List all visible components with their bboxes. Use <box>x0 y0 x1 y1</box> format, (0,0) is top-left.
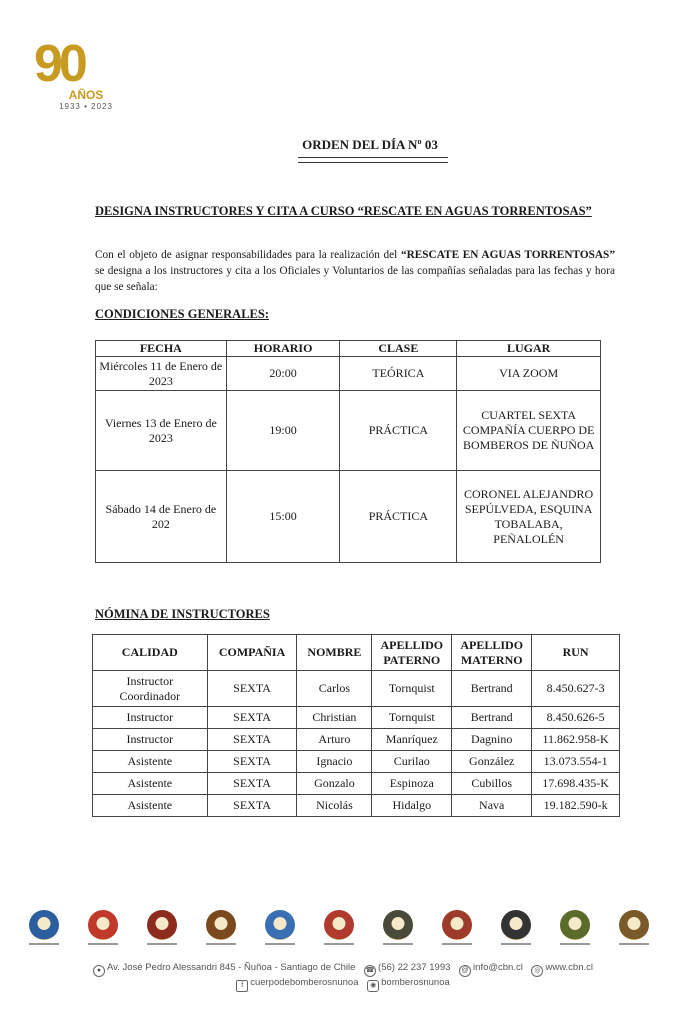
table-row <box>96 357 601 391</box>
order-title: ORDEN DEL DÍA Nº 03 <box>302 137 438 152</box>
contact-line-2 <box>0 977 680 992</box>
anniversary-logo <box>30 22 145 114</box>
cell-horario: 19:00 <box>226 391 340 471</box>
emblem-shape <box>560 910 590 940</box>
company-emblem-icon <box>555 910 595 954</box>
cell-fecha: Sábado 14 de Enero de 202 <box>96 471 227 563</box>
title-double-rule <box>298 157 448 163</box>
conditions-table <box>95 340 601 563</box>
cell-compania: SEXTA <box>207 729 297 751</box>
company-emblem-icon <box>496 910 536 954</box>
col-header-horario: HORARIO <box>226 341 340 357</box>
cell-paterno: Manríquez <box>372 729 452 751</box>
table-row <box>93 751 620 773</box>
cell-horario: 20:00 <box>226 357 340 391</box>
cell-horario: 15:00 <box>226 471 340 563</box>
cell-materno: González <box>452 751 532 773</box>
facebook-icon: f <box>236 980 248 992</box>
logo-anos: AÑOS <box>68 88 104 102</box>
emblem-shape <box>206 910 236 940</box>
company-emblem-icon <box>142 910 182 954</box>
table-row <box>93 773 620 795</box>
col-header-run: RUN <box>532 635 620 671</box>
cell-paterno: Espinoza <box>372 773 452 795</box>
cell-paterno: Tornquist <box>372 671 452 707</box>
instructors-table <box>92 634 620 817</box>
cell-run: 13.073.554-1 <box>532 751 620 773</box>
cell-paterno: Hidalgo <box>372 795 452 817</box>
col-header-calidad: CALIDAD <box>93 635 208 671</box>
email-link[interactable]: info@cbn.cl <box>473 962 523 973</box>
cell-materno: Cubillos <box>452 773 532 795</box>
emblem-shape <box>88 910 118 940</box>
col-header-compania: COMPAÑIA <box>207 635 297 671</box>
cell-compania: SEXTA <box>207 671 297 707</box>
cell-clase: PRÁCTICA <box>340 471 457 563</box>
cell-paterno: Tornquist <box>372 707 452 729</box>
cell-run: 11.862.958-K <box>532 729 620 751</box>
company-emblem-icon <box>83 910 123 954</box>
emblem-shape <box>265 910 295 940</box>
document-heading: DESIGNA INSTRUCTORES Y CITA A CURSO “RESCATE EN AGUAS TORRENTOSAS” <box>95 204 592 218</box>
cell-run: 8.450.626-5 <box>532 707 620 729</box>
cell-paterno: Curilao <box>372 751 452 773</box>
cell-run: 17.698.435-K <box>532 773 620 795</box>
cell-run: 19.182.590-k <box>532 795 620 817</box>
cell-nombre: Christian <box>297 707 372 729</box>
company-emblem-icon <box>260 910 300 954</box>
emblem-shape <box>501 910 531 940</box>
cell-calidad: Instructor Coordinador <box>93 671 208 707</box>
cell-fecha: Viernes 13 de Enero de 2023 <box>96 391 227 471</box>
col-header-clase: CLASE <box>340 341 457 357</box>
cell-nombre: Gonzalo <box>297 773 372 795</box>
emblem-shape <box>619 910 649 940</box>
cell-materno: Nava <box>452 795 532 817</box>
emblem-shape <box>383 910 413 940</box>
company-emblem-icon <box>378 910 418 954</box>
web-link[interactable]: www.cbn.cl <box>545 962 593 973</box>
cell-clase: TEÓRICA <box>340 357 457 391</box>
intro-text-1: Con el objeto de asignar responsabilidades para la realización del <box>95 249 401 261</box>
table-row <box>93 671 620 707</box>
table-row <box>93 729 620 751</box>
cell-fecha: Miércoles 11 de Enero de 2023 <box>96 357 227 391</box>
company-emblem-icon <box>24 910 64 954</box>
table-row <box>93 795 620 817</box>
cell-nombre: Carlos <box>297 671 372 707</box>
instructors-header-row <box>93 635 620 671</box>
cell-calidad: Asistente <box>93 795 208 817</box>
cell-compania: SEXTA <box>207 751 297 773</box>
cell-nombre: Ignacio <box>297 751 372 773</box>
cell-materno: Bertrand <box>452 671 532 707</box>
cell-compania: SEXTA <box>207 707 297 729</box>
cell-materno: Bertrand <box>452 707 532 729</box>
cell-run: 8.450.627-3 <box>532 671 620 707</box>
col-header-materno: APELLIDO MATERNO <box>452 635 532 671</box>
logo-years: 1933 • 2023 <box>59 102 113 111</box>
address: Av. José Pedro Alessandri 845 - Ñuñoa - Santiago de Chile <box>107 962 356 973</box>
emblem-shape <box>442 910 472 940</box>
intro-text-2: se designa a los instructores y cita a los Oficiales y Voluntarios de las compañías señaladas para las fechas y hora que se señala: <box>95 265 615 293</box>
contact-line-1 <box>0 962 680 977</box>
cell-lugar: CORONEL ALEJANDRO SEPÚLVEDA, ESQUINA TOBALABA, PEÑALOLÉN <box>457 471 601 563</box>
web-icon: ◎ <box>531 965 543 977</box>
table-row <box>96 471 601 563</box>
table-row <box>93 707 620 729</box>
intro-bold: “RESCATE EN AGUAS TORRENTOSAS” <box>400 249 615 261</box>
emblem-shape <box>324 910 354 940</box>
logo-number: 90 <box>34 35 84 93</box>
instagram-icon: ◉ <box>367 980 379 992</box>
facebook-handle[interactable]: cuerpodebomberosnunoa <box>250 977 359 988</box>
col-header-fecha: FECHA <box>96 341 227 357</box>
cell-materno: Dagnino <box>452 729 532 751</box>
emblem-shape <box>147 910 177 940</box>
cell-compania: SEXTA <box>207 795 297 817</box>
col-header-paterno: APELLIDO PATERNO <box>372 635 452 671</box>
location-pin-icon: ● <box>93 965 105 977</box>
cell-calidad: Asistente <box>93 773 208 795</box>
company-emblem-icon <box>201 910 241 954</box>
instructors-heading: NÓMINA DE INSTRUCTORES <box>95 607 270 621</box>
cell-calidad: Instructor <box>93 707 208 729</box>
conditions-header-row <box>96 341 601 357</box>
intro-paragraph <box>95 247 615 295</box>
cell-nombre: Arturo <box>297 729 372 751</box>
emblem-shape <box>29 910 59 940</box>
cell-calidad: Asistente <box>93 751 208 773</box>
email-icon: @ <box>459 965 471 977</box>
table-row <box>96 391 601 471</box>
cell-lugar: CUARTEL SEXTA COMPAÑÍA CUERPO DE BOMBEROS DE ÑUÑOA <box>457 391 601 471</box>
cell-clase: PRÁCTICA <box>340 391 457 471</box>
cell-compania: SEXTA <box>207 773 297 795</box>
conditions-heading: CONDICIONES GENERALES: <box>95 307 269 321</box>
col-header-nombre: NOMBRE <box>297 635 372 671</box>
cell-calidad: Instructor <box>93 729 208 751</box>
company-emblem-icon <box>319 910 359 954</box>
instagram-handle[interactable]: bomberosnunoa <box>381 977 450 988</box>
phone: (56) 22 237 1993 <box>378 962 451 973</box>
cell-lugar: VIA ZOOM <box>457 357 601 391</box>
company-emblem-icon <box>614 910 654 954</box>
company-emblem-icon <box>437 910 477 954</box>
col-header-lugar: LUGAR <box>457 341 601 357</box>
cell-nombre: Nicolás <box>297 795 372 817</box>
phone-icon: ☎ <box>364 965 376 977</box>
company-emblems <box>24 910 654 954</box>
